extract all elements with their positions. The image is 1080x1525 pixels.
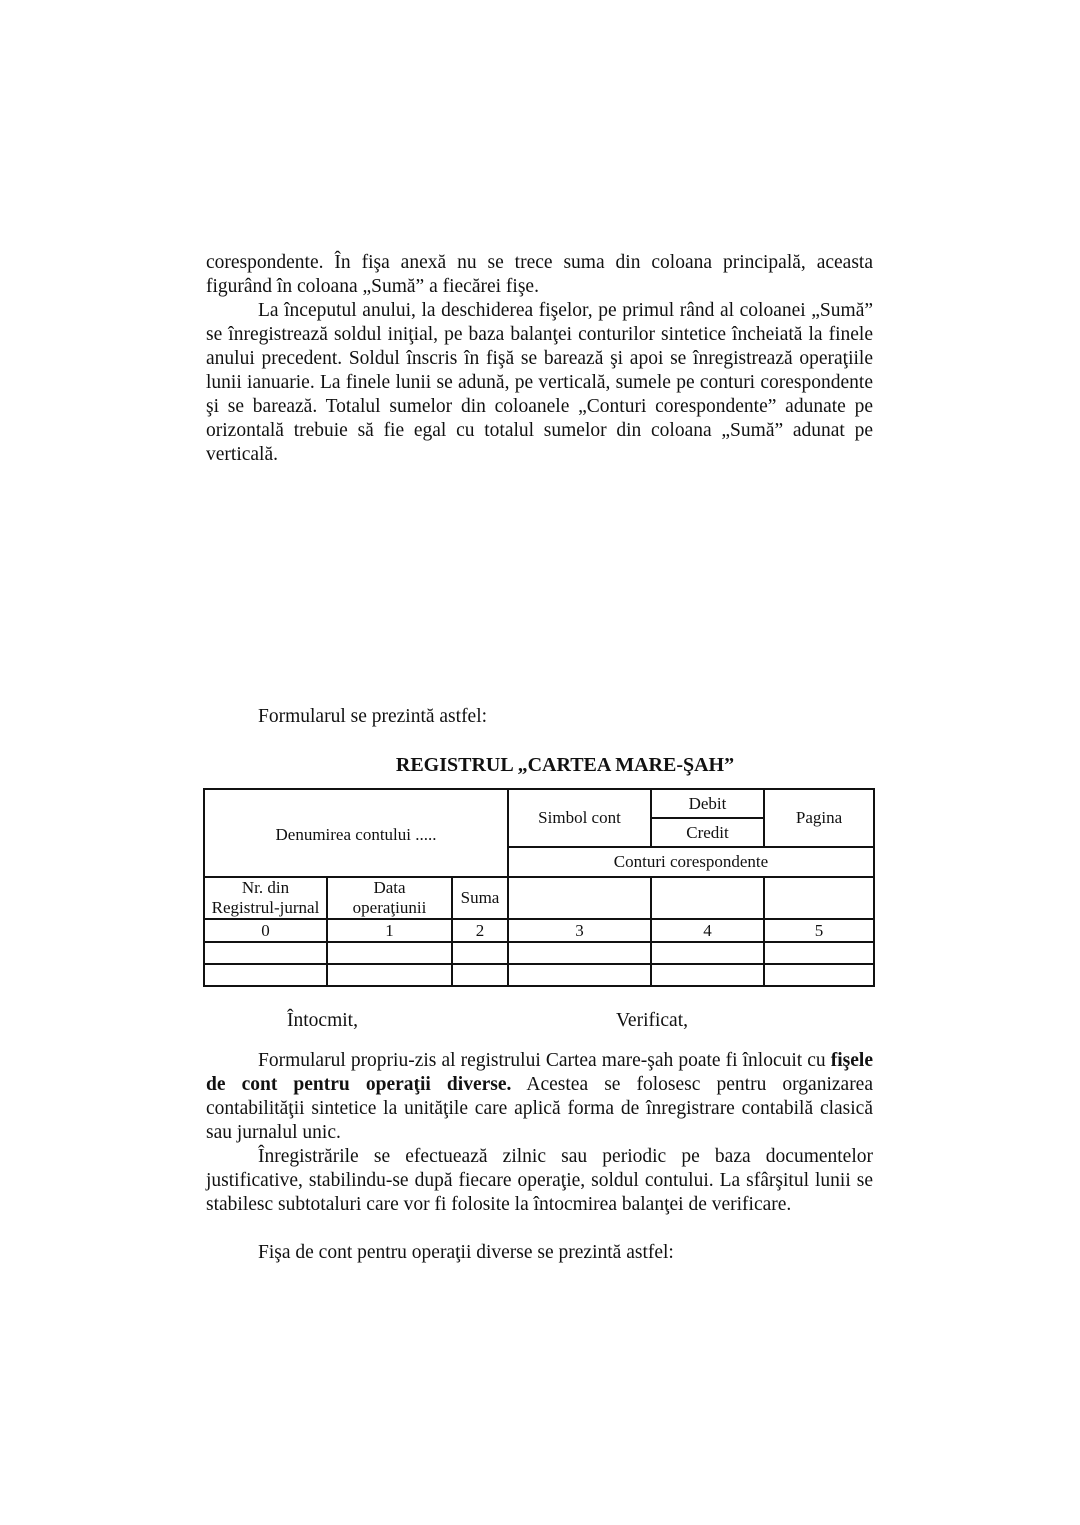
account-symbol-header: Simbol cont bbox=[538, 808, 621, 827]
sum-header: Suma bbox=[460, 888, 500, 907]
journal-number-line2: Registrul-jurnal bbox=[211, 898, 320, 917]
account-name-header: Denumirea contului ..... bbox=[275, 825, 437, 844]
paragraph-sheet-intro bbox=[206, 1241, 873, 1265]
paragraph-text: Înregistrările se efectuează zilnic sau periodic pe baza documentelor justificative, stabilindu-se după fiecare operaţie, soldul contului. La sfârşitul lunii se stabilesc subtotaluri care vor fi folosite la întocmirea balanţei de verificare. bbox=[206, 1146, 873, 1215]
column-number: 0 bbox=[261, 920, 270, 940]
journal-number-line1: Nr. din bbox=[241, 878, 290, 897]
journal-number-header bbox=[205, 878, 326, 918]
paragraph-opening-balance bbox=[206, 299, 873, 467]
debit-header: Debit bbox=[688, 793, 727, 813]
paragraph-text: Fişa de cont pentru operaţii diverse se prezintă astfel: bbox=[258, 1242, 674, 1263]
form-title: REGISTRUL „CARTEA MARE-ŞAH” bbox=[395, 754, 735, 776]
column-number: 1 bbox=[385, 920, 394, 940]
page-header: Pagina bbox=[795, 808, 843, 827]
paragraph-text: Formularul propriu-zis al registrului Cartea mare-şah poate fi înlocuit cu bbox=[258, 1050, 831, 1071]
paragraph-records bbox=[206, 1145, 873, 1217]
paragraph-text: Acestea se folosesc pentru organizarea contabilităţii sintetice la unităţile care aplică forma de înregistrare contabilă clasică sau jurnalul unic. bbox=[206, 1074, 873, 1143]
form-intro-text: Formularul se prezintă astfel: bbox=[258, 706, 488, 727]
paragraph-continuation: corespondente. În fişa anexă nu se trece suma din coloana principală, aceasta figurând în coloana „Sumă” a fiecărei fişe. bbox=[206, 252, 873, 297]
operation-date-line1: Data bbox=[373, 878, 406, 897]
table-row-empty bbox=[205, 943, 873, 963]
column-number: 2 bbox=[475, 920, 485, 940]
column-number: 5 bbox=[814, 920, 824, 940]
bold-term: fişele de cont pentru operaţii diverse. bbox=[206, 1050, 873, 1095]
column-number: 4 bbox=[703, 920, 712, 940]
corresponding-accounts-header: Conturi corespondente bbox=[613, 852, 769, 871]
credit-header: Credit bbox=[686, 822, 729, 842]
operation-date-line2: operaţiunii bbox=[352, 898, 427, 917]
paragraph-text: La începutul anului, la deschiderea fişelor, pe primul rând al coloanei „Sumă” se înregistrează soldul iniţial, pe baza balanţei conturilor sintetice încheiată la finele anului precedent. Soldul înscris în fişă se barează şi apoi se înregistrează operaţiile lunii ianuarie. La finele lunii se adună, pe verticală, sumele pe conturi corespondente şi se barează. Totalul sumelor din coloanele „Conturi corespondente” adunate pe orizontală trebuie să fie egal cu totalul sumelor din coloana „Sumă” adunat pe verticală. bbox=[206, 300, 873, 465]
table-row-empty bbox=[205, 965, 873, 985]
verified-by-label: Verificat, bbox=[616, 1010, 689, 1031]
paragraph-account-sheets bbox=[206, 1049, 873, 1145]
column-number: 3 bbox=[575, 920, 584, 940]
register-table bbox=[203, 788, 875, 987]
operation-date-header bbox=[328, 878, 451, 918]
prepared-by-label: Întocmit, bbox=[287, 1010, 358, 1031]
